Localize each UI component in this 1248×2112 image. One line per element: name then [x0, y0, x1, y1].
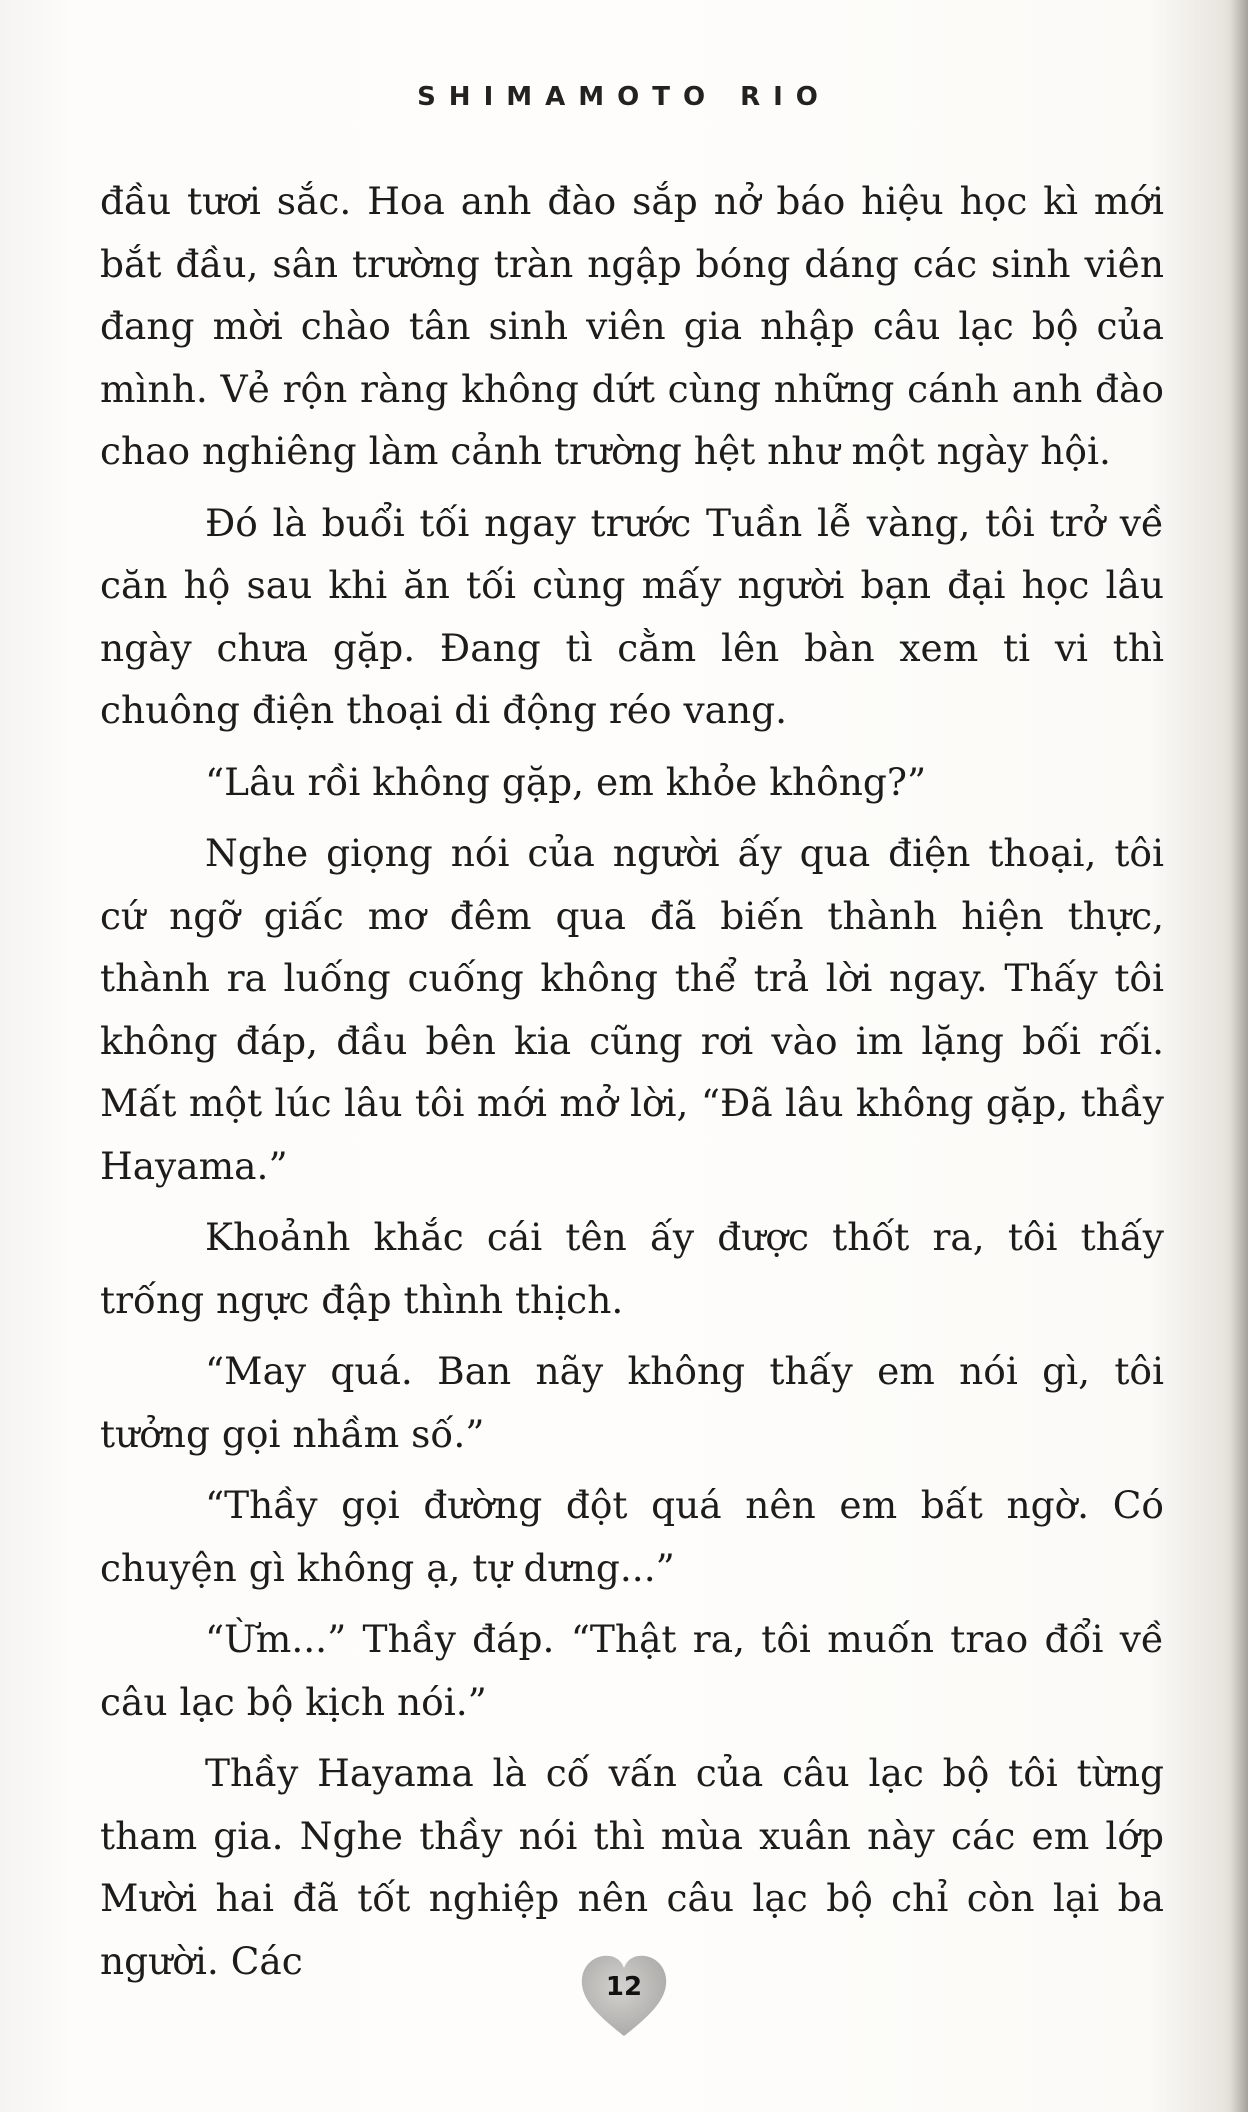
page-footer — [0, 1948, 1248, 2044]
paragraph-5: Khoảnh khắc cái tên ấy được thốt ra, tôi thấy trống ngực đập thình thịch. — [100, 1215, 1164, 1322]
paragraph-6: “May quá. Ban nãy không thấy em nói gì, tôi tưởng gọi nhầm số.” — [100, 1349, 1164, 1456]
paragraph-1: đầu tươi sắc. Hoa anh đào sắp nở báo hiệu học kì mới bắt đầu, sân trường tràn ngập bóng dáng các sinh viên đang mời chào tân sinh viên gia nhập câu lạc bộ của mình. Vẻ rộn ràng không dứt cùng những cánh anh đào chao nghiêng làm cảnh trường hệt như một ngày hội. — [100, 179, 1164, 473]
body-text — [100, 170, 1164, 2001]
page-number: 12 — [605, 1972, 643, 2002]
paragraph-2: Đó là buổi tối ngay trước Tuần lễ vàng, tôi trở về căn hộ sau khi ăn tối cùng mấy người bạn đại học lâu ngày chưa gặp. Đang tì cằm lên bàn xem ti vi thì chuông điện thoại di động réo vang. — [100, 500, 1164, 732]
paragraph-4: Nghe giọng nói của người ấy qua điện thoại, tôi cứ ngỡ giấc mơ đêm qua đã biến thành hiện thực, thành ra luống cuống không thể trả lời ngay. Thấy tôi không đáp, đầu bên kia cũng rơi vào im lặng bối rối. Mất một lúc lâu tôi mới mở lời, “Đã lâu không gặp, thầy Hayama.” — [100, 831, 1164, 1188]
paragraph-9: Thầy Hayama là cố vấn của câu lạc bộ tôi từng tham gia. Nghe thầy nói thì mùa xuân này các em lớp Mười hai đã tốt nghiệp nên câu lạc bộ chỉ còn lại ba người. Các — [100, 1751, 1164, 1983]
heart-icon — [576, 1948, 672, 2044]
page-edge-shadow — [1230, 0, 1248, 2112]
paragraph-3: “Lâu rồi không gặp, em khỏe không?” — [205, 759, 927, 804]
paragraph-8: “Ừm...” Thầy đáp. “Thật ra, tôi muốn trao đổi về câu lạc bộ kịch nói.” — [100, 1617, 1164, 1724]
paragraph-7: “Thầy gọi đường đột quá nên em bất ngờ. Có chuyện gì không ạ, tự dưng...” — [100, 1483, 1164, 1590]
running-head: SHIMAMOTO RIO — [417, 82, 831, 112]
